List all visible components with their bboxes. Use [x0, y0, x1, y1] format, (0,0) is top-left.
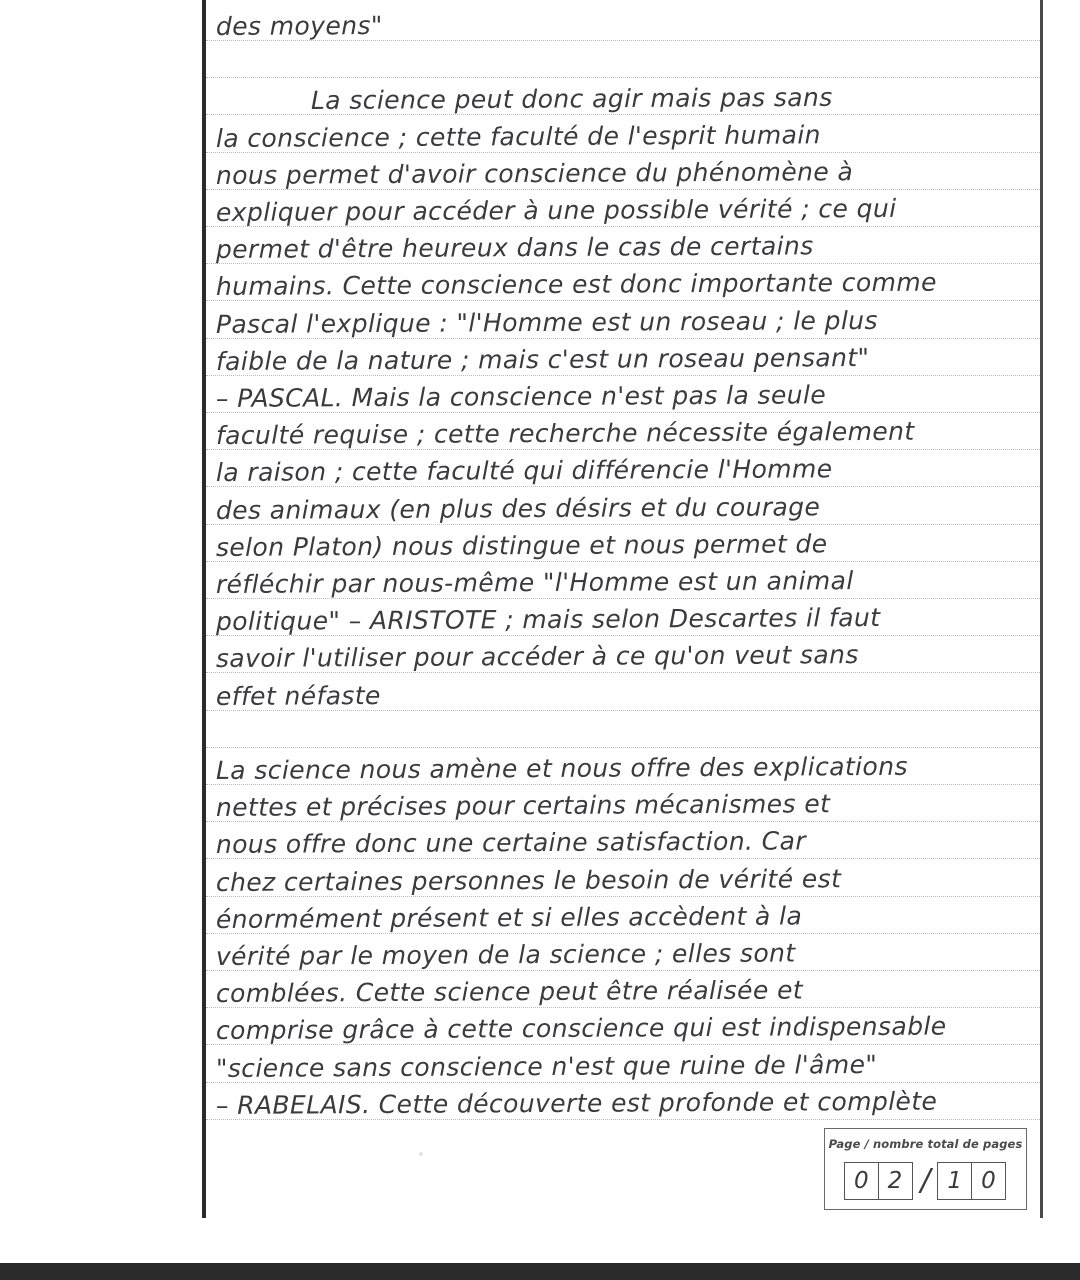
handwritten-line: des animaux (en plus des désirs et du courage [215, 491, 821, 525]
handwritten-line: comblées. Cette science peut être réalisée et [215, 975, 804, 1009]
paper-sheet [202, 0, 1043, 1219]
handwritten-line: "science sans conscience n'est que ruine de l'âme" [215, 1049, 878, 1083]
handwritten-line: nous permet d'avoir conscience du phénomène à [215, 156, 854, 190]
handwritten-line: effet néfaste [215, 680, 381, 711]
handwritten-line: nous offre donc une certaine satisfaction. Car [215, 826, 807, 860]
current-page-digit-1: 0 [844, 1162, 879, 1200]
handwritten-line: vérité par le moyen de la science ; elles sont [215, 938, 796, 971]
handwritten-line: selon Platon) nous distingue et nous permet de [215, 529, 828, 562]
handwritten-line: des moyens" [215, 10, 383, 41]
current-page-group [845, 1162, 912, 1200]
scan-bottom-gap [0, 1218, 1080, 1263]
handwritten-line: la raison ; cette faculté qui différencie l'Homme [215, 454, 833, 488]
total-pages-group [939, 1162, 1006, 1200]
handwritten-line: réfléchir par nous-même "l'Homme est un animal [215, 566, 854, 599]
total-pages-digit-2: 0 [971, 1162, 1006, 1200]
handwritten-line: – RABELAIS. Cette découverte est profonde et complète [215, 1086, 938, 1120]
handwritten-line: permet d'être heureux dans le cas de certains [215, 231, 814, 265]
current-page-digit-2: 2 [878, 1162, 913, 1200]
page-number-separator: / [920, 1163, 931, 1198]
page-number-cells [825, 1162, 1026, 1200]
handwritten-line: politique" – ARISTOTE ; mais selon Descartes il faut [215, 603, 881, 637]
handwritten-line: expliquer pour accéder à une possible vérité ; ce qui [215, 193, 897, 227]
handwritten-text-layer [206, 0, 1040, 1219]
handwritten-line: la conscience ; cette faculté de l'esprit humain [215, 119, 821, 153]
handwritten-line: faculté requise ; cette recherche nécessite également [215, 416, 915, 451]
handwritten-line: La science nous amène et nous offre des explications [215, 751, 908, 785]
handwritten-line: comprise grâce à cette conscience qui est indispensable [215, 1011, 947, 1046]
page-number-label: Page / nombre total de pages [828, 1137, 1023, 1151]
handwritten-line: chez certaines personnes le besoin de vérité est [215, 863, 842, 897]
handwritten-line: humains. Cette conscience est donc importante comme [215, 267, 937, 302]
handwritten-line: La science peut donc agir mais pas sans [310, 83, 833, 116]
scan-bottom-bar [0, 1263, 1080, 1280]
handwritten-line: énormément présent et si elles accèdent à la [215, 901, 803, 934]
handwritten-line: savoir l'utiliser pour accéder à ce qu'on veut sans [215, 640, 859, 674]
paper-speck [419, 1152, 423, 1156]
handwritten-line: – PASCAL. Mais la conscience n'est pas la seule [215, 380, 827, 413]
handwritten-line: Pascal l'explique : "l'Homme est un roseau ; le plus [215, 305, 878, 339]
handwritten-line: faible de la nature ; mais c'est un roseau pensant" [215, 342, 870, 376]
page-number-box [824, 1128, 1027, 1210]
total-pages-digit-1: 1 [937, 1162, 972, 1200]
handwritten-line: nettes et précises pour certains mécanismes et [215, 789, 831, 823]
